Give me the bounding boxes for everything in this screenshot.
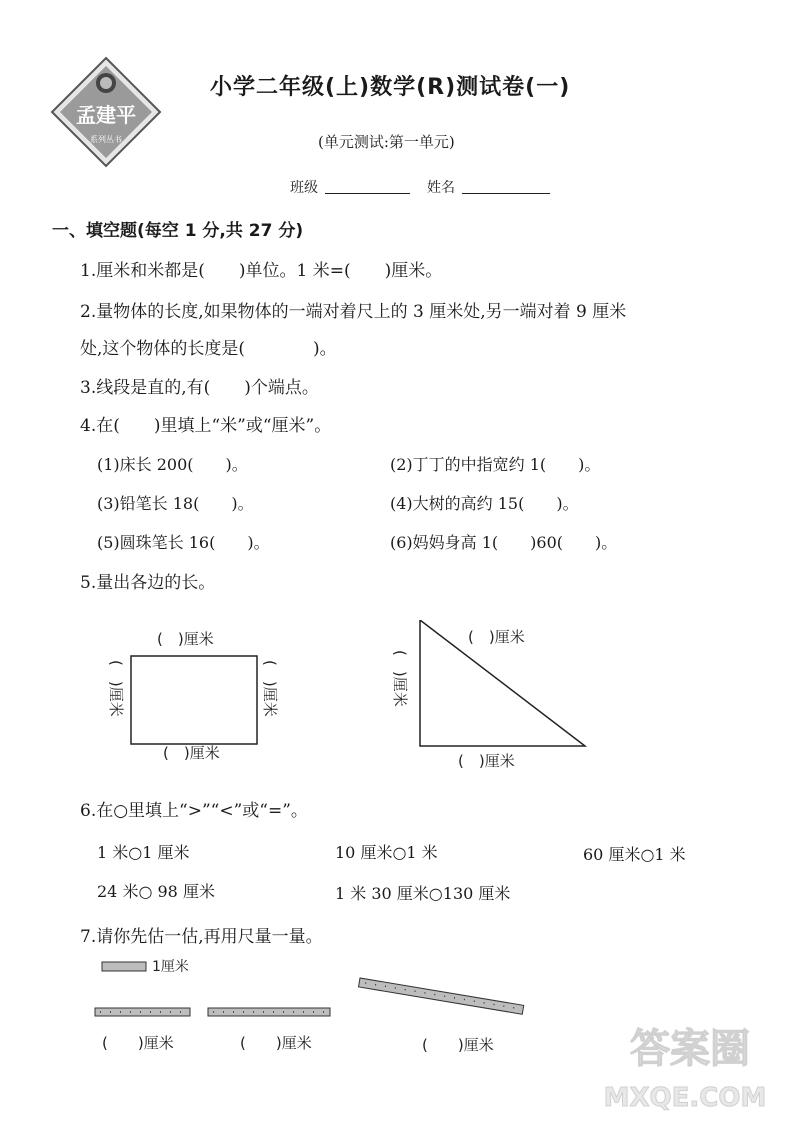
question-6: 6.在○里填上“>”“<”或“=”。 xyxy=(80,801,308,821)
name-field[interactable] xyxy=(462,193,550,194)
segment-c-answer: ( )厘米 xyxy=(422,1036,494,1054)
watermark xyxy=(590,1008,780,1118)
compare-item: 10 厘米○1 米 xyxy=(335,843,438,862)
svg-text:答案圈: 答案圈 xyxy=(630,1026,750,1072)
question-4-item: (3)铅笔长 18( )。 xyxy=(97,494,254,513)
rect-top-label: ( )厘米 xyxy=(157,630,214,648)
reference-segment xyxy=(102,962,146,971)
svg-text:孟建平: 孟建平 xyxy=(76,103,136,127)
question-4-item: (2)丁丁的中指宽约 1( )。 xyxy=(390,455,601,474)
section-heading: 一、填空题(每空 1 分,共 27 分) xyxy=(52,221,304,241)
segment-a xyxy=(95,1008,190,1016)
question-1: 1.厘米和米都是( )单位。1 米=( )厘米。 xyxy=(80,261,443,281)
page-title: 小学二年级(上)数学(R)测试卷(一) xyxy=(210,75,571,100)
rect-right-label: ( )厘米 xyxy=(261,660,279,717)
question-7: 7.请你先估一估,再用尺量一量。 xyxy=(80,927,323,947)
reference-label: 1厘米 xyxy=(152,959,189,975)
page-subtitle: (单元测试:第一单元) xyxy=(318,133,455,151)
question-4-item: (4)大树的高约 15( )。 xyxy=(390,494,579,513)
question-4: 4.在( )里填上“米”或“厘米”。 xyxy=(80,416,332,436)
name-label: 姓名 xyxy=(427,180,455,196)
segment-b xyxy=(208,1008,330,1016)
tri-bottom-label: ( )厘米 xyxy=(458,752,515,770)
rectangle-figure xyxy=(131,656,257,744)
compare-item: 1 米 30 厘米○130 厘米 xyxy=(335,884,511,903)
measure-figures xyxy=(95,620,615,780)
svg-text:MXQE.COM: MXQE.COM xyxy=(603,1083,767,1113)
class-label: 班级 xyxy=(290,180,318,196)
segment-c xyxy=(359,978,524,1014)
question-3: 3.线段是直的,有( )个端点。 xyxy=(80,378,319,398)
tri-left-label: ( )厘米 xyxy=(391,650,409,707)
class-field[interactable] xyxy=(325,193,410,194)
question-2-line1: 2.量物体的长度,如果物体的一端对着尺上的 3 厘米处,另一端对着 9 厘米 xyxy=(80,302,627,322)
svg-text:系列丛书: 系列丛书 xyxy=(90,135,122,144)
question-5: 5.量出各边的长。 xyxy=(80,573,216,593)
publisher-logo xyxy=(50,56,162,168)
rect-bottom-label: ( )厘米 xyxy=(163,744,220,762)
question-4-item: (5)圆珠笔长 16( )。 xyxy=(97,533,270,552)
measure-segments xyxy=(90,950,540,1060)
rect-left-label: ( )厘米 xyxy=(107,660,125,717)
segment-a-answer: ( )厘米 xyxy=(102,1034,174,1052)
segment-b-answer: ( )厘米 xyxy=(240,1034,312,1052)
compare-item: 60 厘米○1 米 xyxy=(583,845,686,864)
question-4-item: (6)妈妈身高 1( )60( )。 xyxy=(390,533,618,552)
question-4-item: (1)床长 200( )。 xyxy=(97,455,248,474)
compare-item: 24 米○ 98 厘米 xyxy=(97,882,215,901)
question-2-line2: 处,这个物体的长度是( )。 xyxy=(80,339,337,359)
tri-hyp-label: ( )厘米 xyxy=(468,628,525,646)
compare-item: 1 米○1 厘米 xyxy=(97,843,190,862)
